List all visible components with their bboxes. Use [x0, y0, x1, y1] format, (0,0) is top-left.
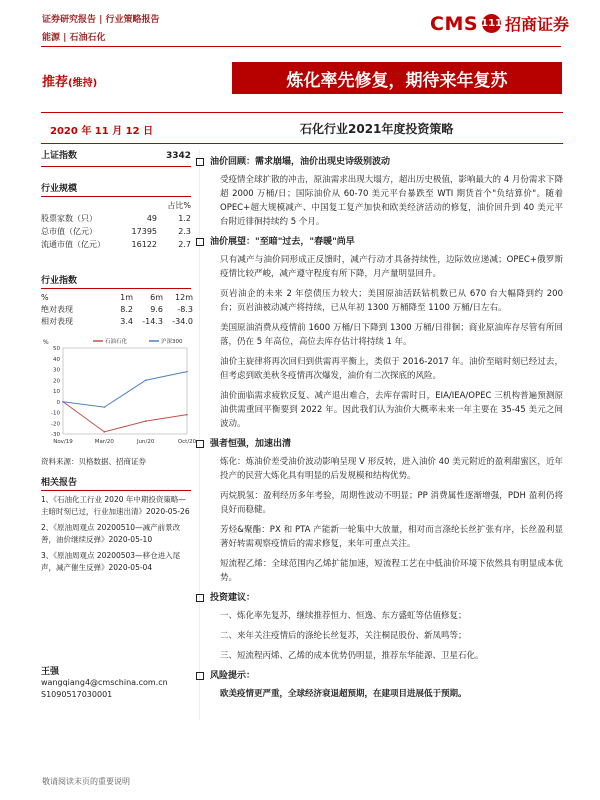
- chart-source: 资料来源：贝格数据、招商证券: [41, 457, 146, 466]
- section-heading-text: 投资建议：: [210, 593, 256, 603]
- section-heading: [196, 591, 563, 605]
- chart-y-tick: -20: [51, 421, 60, 428]
- chart-x-tick: Nov/19: [53, 439, 73, 445]
- related-report-item: 2、《原油周观点 20200510—减产前景改善，油价继续反弹》2020-05-10: [41, 523, 181, 544]
- section-paragraph: 美国原油消费从疫情前 1600 万桶/日下降到 1300 万桶/日徘徊；商业原油库存尽管有所回落，仍在 5 年高位，高位去库存估计将持续 1 年。: [220, 323, 563, 347]
- chart-legend-label: 石油石化: [105, 339, 128, 345]
- perf-row-value: 8.2: [120, 305, 133, 314]
- section-paragraph: 页岩油企的未来 2 年偿债压力较大；美国原油活跃钻机数已从 670 台大幅降到约 200 台；页岩油被动减产将持续，已从年初 1300 万桶降至 1100 万桶/日左右。: [220, 289, 563, 313]
- related-report-item: 3、《原油周观点 20200503—移仓进入尾声，减产催生反弹》2020-05-04: [41, 551, 181, 572]
- scale-row-value: 16122: [131, 240, 157, 249]
- chart-point: [186, 371, 188, 373]
- section-paragraph: 油价主旋律将再次回归到供需再平衡上，类似于 2016-2017 年。油价至暗时刻已经过去，但考虑到欧美秋冬疫情再次爆发，油价有二次探底的风险。: [220, 357, 563, 381]
- logo-seal-icon: 111: [482, 14, 501, 33]
- chart-point: [104, 431, 106, 433]
- analyst-id: S1090517030001: [41, 690, 113, 699]
- chart-point: [62, 401, 64, 403]
- analyst-name: 王强: [41, 667, 60, 677]
- section-heading-text: 油价回顾：需求崩塌，油价出现史诗级别波动: [210, 157, 391, 167]
- chart-y-unit: %: [43, 339, 49, 346]
- rating: [42, 71, 97, 90]
- index-value: 3342: [165, 151, 191, 161]
- perf-row-value: 3.4: [120, 317, 133, 326]
- chart-legend-label: 沪深300: [161, 339, 183, 345]
- perf-row-value: -14.3: [142, 317, 163, 326]
- related-title: 相关报告: [41, 475, 191, 491]
- chart-series-line: [63, 372, 187, 407]
- analyst-email: wangqiang4@cmschina.com.cn: [41, 678, 168, 687]
- chart-y-tick: 10: [53, 389, 60, 395]
- index-label: 上证指数: [41, 151, 78, 161]
- section-paragraph: 芳烃&聚酯：PX 和 PTA 产能新一轮集中大放量，相对而言涤纶长丝扩张有序，长丝盈利显著好转需观察疫情后的需求修复，来年可重点关注。: [220, 525, 563, 549]
- section-paragraph: 受疫情全球扩散的冲击，原油需求出现大塌方，超出历史极值，影响最大的 4 月份需求下降超 2000 万桶/日；国际油价从 60-70 美元平台暴跌至 WTI 期货首个"负结算价"。随着 OPEC+超大规模减产、中国复工复产加快和欧美经济活动的修复，油价回升到 40 美元平台附近徘徊持续约 5 个月。: [220, 175, 563, 227]
- section-heading: [196, 669, 563, 683]
- section-paragraph: 三、短流程丙烯、乙烯的成本优势仍明显，推荐东华能源、卫星石化。: [220, 651, 484, 661]
- checkbox-bullet-icon: [196, 158, 204, 166]
- section-heading-text: 油价展望："至暗"过去，"春暖"尚早: [210, 237, 355, 247]
- chart-y-tick: -10: [51, 410, 60, 417]
- chart-point: [145, 420, 147, 422]
- scale-row-value: 49: [146, 214, 157, 223]
- section-paragraph: 二、来年关注疫情后的涤纶长丝复苏，关注桐昆股份、新凤鸣等；: [220, 631, 467, 641]
- scale-row-name: 流通市值（亿元）: [41, 240, 105, 249]
- header-report-type: 证券研究报告 | 行业策略报告: [42, 15, 160, 25]
- rating-label: 推荐: [42, 75, 69, 90]
- chart-y-tick: 30: [53, 367, 60, 374]
- report-date: 2020 年 11 月 12 日: [50, 126, 154, 137]
- perf-row-value: -8.3: [177, 305, 193, 314]
- section-heading: [196, 437, 563, 451]
- section-heading: [196, 235, 563, 249]
- perf-row-name: 绝对表现: [41, 305, 73, 314]
- section-paragraph: 只有减产与油价同形成正反馈时，减产行动才具备持续性，边际效应递减；OPEC+俄罗斯疫情比较严峻，减产遵守程度有所下降，月产量明显回升。: [220, 255, 563, 279]
- scale-header: 占比%: [167, 201, 191, 210]
- scale-row-name: 股票家数（只）: [41, 214, 97, 223]
- chart-y-tick: 40: [53, 356, 60, 363]
- rating-sub: (维持): [68, 78, 98, 89]
- header-industry: 能源 | 石油石化: [42, 33, 106, 43]
- chart-frame: [63, 348, 187, 434]
- chart-y-tick: 20: [53, 378, 60, 385]
- chart-y-tick: 50: [53, 346, 60, 352]
- chart-point: [145, 379, 147, 381]
- perf-row-value: -34.0: [172, 317, 193, 326]
- section-heading-text: 强者恒强，加速出清: [210, 439, 292, 449]
- main-content: [208, 152, 563, 707]
- chart-y-tick: -30: [51, 432, 60, 438]
- scale-row-name: 总市值（亿元）: [41, 227, 97, 236]
- industry-index-chart: [41, 334, 197, 454]
- perf-header-cell: 12m: [175, 293, 193, 302]
- logo-cms-text: CMS: [430, 12, 479, 35]
- report-title: 炼化率先修复，期待来年复苏: [232, 62, 562, 94]
- scale-row-pct: 2.3: [178, 227, 191, 236]
- perf-row-value: 9.6: [150, 305, 163, 314]
- perf-row-name: 相对表现: [41, 317, 73, 326]
- section-paragraph: 一、炼化率先复苏，继续推荐恒力、恒逸、东方盛虹等估值修复；: [220, 611, 467, 621]
- section-paragraph: 丙烷脱氢：盈利经历多年考验，周期性波动不明显；PP 消费属性逐渐增强，PDH 盈利仍将良好而稳健。: [220, 491, 563, 515]
- section-paragraph: 欧美疫情更严重，全球经济衰退超预期，在建项目进展低于预期。: [220, 689, 467, 699]
- chart-x-tick: Mar/20: [94, 439, 114, 445]
- left-sidebar: [41, 150, 197, 701]
- section-paragraph: 油价面临需求疲软反复、减产退出难合，去库存需时日，EIA/IEA/OPEC 三机构普遍预测原油供需重回平衡要到 2022 年。因此我们认为油价大概率未来一年主要在 35-45 美元之间波动。: [220, 391, 563, 429]
- perf-header-cell: 1m: [120, 293, 133, 302]
- chart-point: [104, 406, 106, 408]
- report-subtitle: 石化行业2021年度投资策略: [300, 122, 454, 136]
- chart-x-tick: Oct/20: [177, 439, 197, 445]
- section-paragraph: 炼化：炼油价差受油价波动影响呈现 V 形反转，进入油价 40 美元附近的盈利甜蜜区，近年投产的民营大炼化具有明显的后发规模和结构优势。: [220, 457, 563, 481]
- related-list: [41, 494, 191, 574]
- checkbox-bullet-icon: [196, 440, 204, 448]
- footer-note: 敬请阅读末页的重要说明: [42, 777, 130, 786]
- scale-title: 行业规模: [41, 181, 191, 197]
- section-heading-text: 风险提示：: [210, 671, 256, 681]
- logo-cn-text: 招商证券: [505, 15, 570, 34]
- scale-row-pct: 2.7: [178, 240, 191, 249]
- perf-header-cell: %: [41, 293, 49, 302]
- chart-point: [186, 414, 188, 416]
- scale-table: [41, 212, 191, 251]
- checkbox-bullet-icon: [196, 594, 204, 602]
- chart-series-line: [63, 402, 187, 432]
- header-divider: [41, 46, 561, 47]
- perf-header-cell: 6m: [150, 293, 163, 302]
- checkbox-bullet-icon: [196, 238, 204, 246]
- cms-logo: [430, 12, 569, 35]
- section-paragraph: 短流程乙烯：全球范围内乙烯扩能加速，短流程工艺在中低油价环境下依然具有明显成本优势。: [220, 559, 563, 583]
- scale-row-value: 17395: [131, 227, 157, 236]
- chart-x-tick: Jun/20: [136, 439, 155, 445]
- index-row: [41, 150, 191, 167]
- checkbox-bullet-icon: [196, 672, 204, 680]
- chart-y-tick: 0: [56, 399, 60, 406]
- perf-title: 行业指数: [41, 273, 191, 289]
- related-report-item: 1、《石油化工行业 2020 年中期投资策略—主暗时刻已过，行业加速出清》2020-05-26: [41, 495, 190, 516]
- perf-table: [41, 292, 191, 328]
- section-heading: [196, 155, 563, 169]
- scale-row-pct: 1.2: [178, 214, 191, 223]
